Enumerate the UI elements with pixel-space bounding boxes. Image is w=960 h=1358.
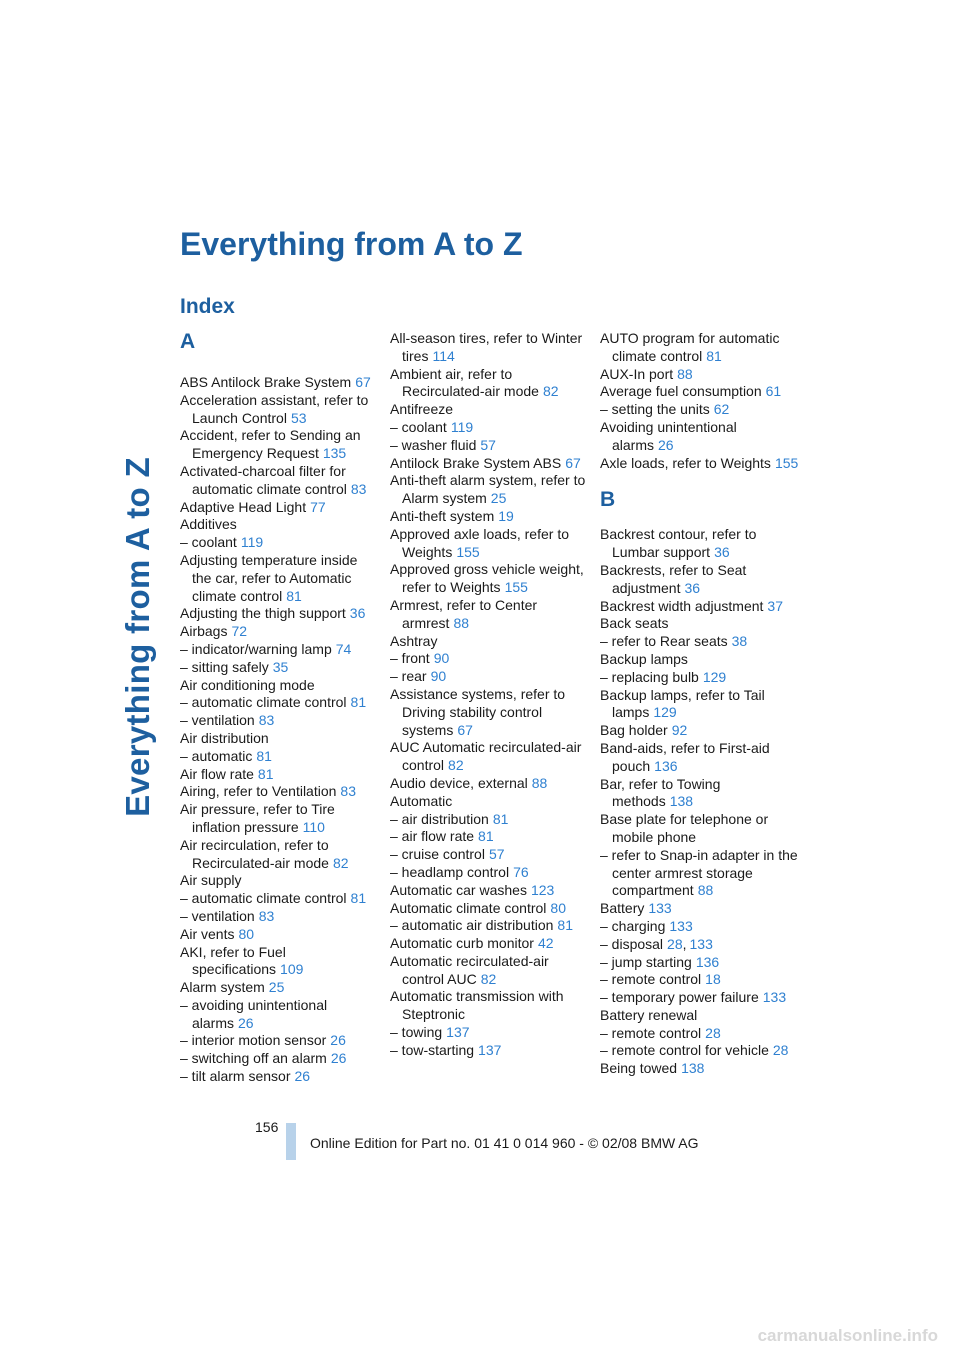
index-entry-text: Backrests, refer to Seat adjustment xyxy=(600,561,747,596)
index-entry xyxy=(390,561,590,597)
section-title: Index xyxy=(180,295,235,318)
index-entry xyxy=(390,828,590,846)
index-entry-text: Battery renewal xyxy=(600,1006,698,1023)
index-entry-text: AUC Automatic recirculated-air control xyxy=(390,739,582,774)
index-entry xyxy=(600,918,800,936)
page-ref-link[interactable]: 92 xyxy=(671,722,688,739)
page-ref-link[interactable]: 81 xyxy=(256,747,272,764)
page-ref-link[interactable]: 155 xyxy=(456,543,480,560)
index-entry-text: – coolant xyxy=(390,418,447,435)
page-ref-link[interactable]: 26 xyxy=(238,1014,254,1031)
page-ref-link[interactable]: 82 xyxy=(480,970,497,987)
index-entry xyxy=(390,650,590,668)
index-entry-text: ABS Antilock Brake System xyxy=(180,374,352,390)
index-entry-text: – rear xyxy=(390,668,427,685)
index-entry xyxy=(390,988,590,1024)
index-entry xyxy=(600,633,800,651)
page-ref-link[interactable]: 26 xyxy=(658,436,674,453)
page-ref-link[interactable]: 18 xyxy=(705,971,721,988)
index-entry xyxy=(390,455,590,473)
index-entry xyxy=(180,516,380,534)
page-ref-link[interactable]: 119 xyxy=(450,418,474,435)
index-entry xyxy=(180,783,380,801)
index-entry xyxy=(390,917,590,935)
page-ref-link[interactable]: 81 xyxy=(478,828,494,845)
page-ref-link[interactable]: 81 xyxy=(257,765,274,782)
index-entry-text: – washer fluid xyxy=(390,436,477,453)
index-entry xyxy=(390,900,590,918)
page-ref-link[interactable]: 28 xyxy=(772,1042,789,1059)
page-ref-link[interactable]: 88 xyxy=(697,882,714,899)
index-entry-text: Automatic car washes xyxy=(390,881,527,898)
page-ref-link[interactable]: 67 xyxy=(565,454,581,471)
page-ref-link[interactable]: 25 xyxy=(268,979,285,996)
index-entry xyxy=(180,534,380,552)
index-entry-text: – remote control for vehicle xyxy=(600,1042,769,1059)
index-entry-text: Antilock Brake System ABS xyxy=(390,454,562,471)
index-entry xyxy=(180,1032,380,1050)
index-entry-text: – temporary power failure xyxy=(600,989,759,1006)
index-entry-text: Airbags xyxy=(180,623,228,640)
page-ref-link[interactable]: 90 xyxy=(433,650,450,667)
index-entry-text: Avoiding unintentional alarms xyxy=(600,418,737,453)
index-entry xyxy=(180,997,380,1033)
page-ref-link[interactable]: 38 xyxy=(731,633,748,650)
index-entry-text: – refer to Rear seats xyxy=(600,633,728,650)
index-entry-text: Backup lamps, refer to Tail lamps xyxy=(600,686,765,721)
index-column-3 xyxy=(600,330,800,1078)
page-ref-link[interactable]: 137 xyxy=(446,1024,470,1041)
index-entry-text: – automatic climate control xyxy=(180,890,347,907)
index-entry xyxy=(600,776,800,812)
index-entry xyxy=(600,383,800,401)
index-entry xyxy=(600,936,800,954)
index-entry-text: Backrest width adjustment xyxy=(600,597,764,614)
index-entry xyxy=(600,722,800,740)
index-entry xyxy=(180,890,380,908)
index-entry xyxy=(180,677,380,695)
index-entry xyxy=(390,1042,590,1060)
index-entry-text: Air recirculation, refer to Recirculated-air mode xyxy=(180,836,329,871)
page-ref-link[interactable]: 82 xyxy=(448,757,464,774)
index-entry-text: – disposal xyxy=(600,935,664,952)
index-entry xyxy=(600,687,800,723)
index-entry xyxy=(390,739,590,775)
index-entry-text: Air distribution xyxy=(180,729,269,746)
index-entry xyxy=(600,366,800,384)
index-entry-text: Automatic curb monitor xyxy=(390,935,534,952)
footer-accent-bar xyxy=(286,1123,296,1160)
index-entry xyxy=(600,455,800,473)
page-ref-link[interactable]: 37 xyxy=(767,597,783,614)
index-entry xyxy=(600,669,800,687)
index-entry xyxy=(390,775,590,793)
index-entry xyxy=(390,668,590,686)
page-ref-link[interactable]: 135 xyxy=(322,445,347,462)
index-entry-text: – towing xyxy=(390,1024,443,1041)
index-entry-text: Average fuel consumption xyxy=(600,383,762,400)
side-chapter-title-text: Everything from A to Z xyxy=(119,457,156,817)
index-entry-text: Axle loads, refer to Weights xyxy=(600,454,771,471)
page-ref-link[interactable]: 81 xyxy=(286,587,302,604)
index-entry xyxy=(600,900,800,918)
index-entry xyxy=(180,926,380,944)
page-ref-link[interactable]: 114 xyxy=(432,347,455,364)
index-entry xyxy=(390,472,590,508)
page-ref-link[interactable]: 110 xyxy=(302,818,325,835)
page-ref-link[interactable]: 133 xyxy=(689,935,713,952)
index-entry xyxy=(600,811,800,847)
page-ref-link[interactable]: 61 xyxy=(765,383,782,400)
index-entry-text: Adjusting temperature inside the car, refer to Automatic climate control xyxy=(180,551,358,604)
index-entry-text: Airing, refer to Ventilation xyxy=(180,783,337,800)
page-ref-link[interactable]: 53 xyxy=(290,409,307,426)
index-entry-text: Bar, refer to Towing methods xyxy=(600,775,721,810)
index-entry-text: Anti-theft alarm system, refer to Alarm system xyxy=(390,472,586,507)
index-letter-heading: A xyxy=(180,330,196,353)
page-ref-link[interactable]: 123 xyxy=(530,881,555,898)
index-entry-text: Backup lamps xyxy=(600,650,688,667)
index-entry-text: – remote control xyxy=(600,1024,702,1041)
index-entry xyxy=(390,597,590,633)
index-entry xyxy=(180,712,380,730)
index-entry-text: – cruise control xyxy=(390,846,485,863)
page-ref-link[interactable]: 136 xyxy=(695,953,720,970)
index-entry xyxy=(180,908,380,926)
page-ref-link[interactable]: 36 xyxy=(684,579,701,596)
index-entry xyxy=(180,463,380,499)
page-ref-link[interactable]: 62 xyxy=(713,401,730,418)
index-entry xyxy=(600,1060,800,1078)
index-entry xyxy=(390,366,590,402)
index-entry-text: Audio device, external xyxy=(390,774,528,791)
index-entry-text: – indicator/warning lamp xyxy=(180,640,332,657)
page-ref-link[interactable]: 80 xyxy=(238,925,255,942)
index-entry xyxy=(600,651,800,669)
page-ref-link[interactable]: 82 xyxy=(332,854,349,871)
index-entry-text: Being towed xyxy=(600,1060,678,1077)
page-ref-link[interactable]: 133 xyxy=(762,989,787,1006)
index-entry xyxy=(600,615,800,633)
index-entry-text: Air pressure, refer to Tire inflation pressure xyxy=(180,801,335,835)
index-entry-text: – ventilation xyxy=(180,907,255,924)
page-ref-link[interactable]: 26 xyxy=(294,1068,311,1085)
page-ref-link[interactable]: 67 xyxy=(355,374,371,390)
index-entry-text: Back seats xyxy=(600,615,669,632)
page-ref-link[interactable]: 88 xyxy=(531,774,548,791)
index-entry xyxy=(390,811,590,829)
footer-edition-text: Online Edition for Part no. 01 41 0 014 960 - © 02/08 BMW AG xyxy=(310,1135,699,1151)
index-entry-text: Assistance systems, refer to Driving stability control systems xyxy=(390,685,566,738)
page-ref-link[interactable]: 28 xyxy=(705,1024,721,1041)
index-entry xyxy=(180,427,380,463)
index-entry-text: – front xyxy=(390,650,430,667)
index-entry-text: Alarm system xyxy=(180,979,265,996)
side-chapter-title xyxy=(118,232,158,1042)
page-ref-link[interactable]: 119 xyxy=(240,534,264,551)
index-entry-text: – jump starting xyxy=(600,953,692,970)
page-ref-link[interactable]: 88 xyxy=(677,365,693,382)
page-ref-link[interactable]: 83 xyxy=(340,783,356,800)
index-entry-text: – refer to Snap-in adapter in the center armrest storage compartment xyxy=(600,846,798,899)
index-entry xyxy=(390,846,590,864)
index-entry-text: Activated-charcoal filter for automatic climate control xyxy=(180,462,347,497)
index-entry-text: Antifreeze xyxy=(390,401,454,418)
index-entry-text: Anti-theft system xyxy=(390,507,495,524)
index-entry-text: – interior motion sensor xyxy=(180,1032,327,1049)
index-entry-text: – automatic air distribution xyxy=(390,917,554,934)
index-entry-text: Band-aids, refer to First-aid pouch xyxy=(600,739,770,774)
index-entry xyxy=(180,944,380,980)
page-ref-link[interactable]: 136 xyxy=(654,757,678,774)
page-ref-link[interactable]: 67 xyxy=(457,721,473,738)
index-entry xyxy=(600,526,800,562)
index-entry xyxy=(600,562,800,598)
page-ref-link[interactable]: 26 xyxy=(330,1032,346,1049)
index-entry-text: Additives xyxy=(180,516,237,533)
page-ref-link[interactable]: 36 xyxy=(349,605,366,622)
index-entry-text: Base plate for telephone or mobile phone xyxy=(600,811,769,845)
index-entry xyxy=(390,526,590,562)
index-entry xyxy=(600,954,800,972)
index-entry xyxy=(600,1007,800,1025)
page-ref-link[interactable]: 72 xyxy=(231,623,248,640)
index-entry-text: Air supply xyxy=(180,872,242,889)
index-entry-text: – sitting safely xyxy=(180,658,269,675)
index-entry xyxy=(600,1042,800,1060)
index-entry xyxy=(390,437,590,455)
index-entry-text: – tow-starting xyxy=(390,1041,475,1058)
index-entry xyxy=(390,793,590,811)
index-entry xyxy=(600,989,800,1007)
index-entry xyxy=(390,686,590,739)
index-entry xyxy=(180,605,380,623)
index-entry xyxy=(390,864,590,882)
page-ref-link[interactable]: 83 xyxy=(350,480,367,497)
index-entry-text: – setting the units xyxy=(600,401,710,418)
index-entry xyxy=(600,330,800,366)
index-entry-text: Ambient air, refer to Recirculated-air mode xyxy=(390,365,539,400)
page-ref-link[interactable]: 80 xyxy=(550,899,566,916)
index-entry xyxy=(600,401,800,419)
index-entry-text: Armrest, refer to Center armrest xyxy=(390,596,538,631)
index-column-2 xyxy=(390,330,590,1060)
index-entry-text: Automatic transmission with Steptronic xyxy=(390,988,564,1023)
index-entry xyxy=(180,1068,380,1086)
page-ref-link[interactable]: 83 xyxy=(258,907,275,924)
page-ref-link[interactable]: 81 xyxy=(706,347,722,364)
page-ref-link[interactable]: 109 xyxy=(280,961,304,978)
index-entry xyxy=(390,330,590,366)
index-entry xyxy=(180,694,380,712)
index-entry-text: – air flow rate xyxy=(390,828,475,845)
index-entry xyxy=(390,1024,590,1042)
index-entry-text: – ventilation xyxy=(180,712,255,729)
index-entry xyxy=(600,971,800,989)
page-ref-link[interactable]: 19 xyxy=(498,507,514,524)
index-entry xyxy=(390,401,590,419)
index-entry-text: – coolant xyxy=(180,534,237,551)
index-entry xyxy=(180,659,380,677)
page-ref-link[interactable]: 57 xyxy=(488,846,505,863)
page-ref-link[interactable]: 138 xyxy=(681,1060,705,1077)
index-column-1 xyxy=(180,330,380,1086)
index-entry xyxy=(390,633,590,651)
index-entry-text: Air vents xyxy=(180,925,235,942)
index-entry xyxy=(180,552,380,605)
index-entry-text: Approved gross vehicle weight, refer to Weights xyxy=(390,561,584,596)
page-title: Everything from A to Z xyxy=(180,226,523,262)
page-ref-link[interactable]: 26 xyxy=(330,1050,347,1067)
index-entry xyxy=(600,419,800,455)
page-ref-link[interactable]: 28 xyxy=(667,935,683,952)
index-entry-text: – headlamp control xyxy=(390,863,510,880)
index-entry xyxy=(180,641,380,659)
index-entry-text: Accident, refer to Sending an Emergency Request xyxy=(180,427,361,462)
index-entry xyxy=(390,508,590,526)
page-ref-link[interactable]: 129 xyxy=(653,704,677,721)
watermark-text: carmanualsonline.info xyxy=(757,1326,938,1345)
index-entry-text: – tilt alarm sensor xyxy=(180,1068,291,1085)
index-entry-text: – automatic xyxy=(180,747,253,764)
page-ref-link[interactable]: 138 xyxy=(669,793,694,810)
index-entry-text: All-season tires, refer to Winter tires xyxy=(390,330,583,364)
index-entry xyxy=(180,766,380,784)
index-entry-text: AUX-In port xyxy=(600,365,674,382)
index-entry xyxy=(180,374,380,392)
index-entry-text: Approved axle loads, refer to Weights xyxy=(390,525,569,560)
page-ref-link[interactable]: 133 xyxy=(648,900,672,917)
page-ref-link[interactable]: 90 xyxy=(430,668,447,685)
index-entry-text: Automatic xyxy=(390,792,453,809)
index-entry xyxy=(600,1025,800,1043)
index-entry xyxy=(180,872,380,890)
page-ref-link[interactable]: 36 xyxy=(714,544,730,561)
page-ref-link[interactable]: 137 xyxy=(478,1041,502,1058)
index-entry xyxy=(180,730,380,748)
index-entry-text: Adaptive Head Light xyxy=(180,498,307,515)
page-number: 156 xyxy=(255,1119,279,1135)
index-entry-text: Air flow rate xyxy=(180,765,254,782)
page-ref-link[interactable]: 83 xyxy=(258,712,275,729)
index-entry-text: – avoiding unintentional alarms xyxy=(180,996,328,1031)
index-entry-text: AUTO program for automatic climate control xyxy=(600,330,780,364)
index-entry-text: Automatic recirculated-air control AUC xyxy=(390,952,549,987)
page-ref-link[interactable]: 76 xyxy=(513,863,529,880)
index-entry-text: Bag holder xyxy=(600,722,668,739)
index-entry-text: – switching off an alarm xyxy=(180,1050,327,1067)
index-letter-heading: B xyxy=(600,488,616,512)
page-ref-link[interactable]: 82 xyxy=(542,383,559,400)
index-entry xyxy=(600,847,800,900)
index-entry xyxy=(390,953,590,989)
index-entry-text: AKI, refer to Fuel specifications xyxy=(180,943,286,978)
index-entry xyxy=(390,419,590,437)
index-entry-text: Battery xyxy=(600,900,645,917)
index-entry-text: – automatic climate control xyxy=(180,694,347,711)
index-entry xyxy=(180,748,380,766)
index-entry-text: Automatic climate control xyxy=(390,899,547,916)
page-ref-separator: , xyxy=(682,935,687,952)
index-entry xyxy=(180,837,380,873)
index-entry-text: – charging xyxy=(600,917,666,934)
page-ref-link[interactable]: 81 xyxy=(350,694,367,711)
page-ref-link[interactable]: 74 xyxy=(335,640,352,657)
index-entry-text: – replacing bulb xyxy=(600,668,699,685)
page-ref-link[interactable]: 133 xyxy=(669,917,693,934)
page-ref-link[interactable]: 81 xyxy=(557,917,573,934)
index-entry-text: Backrest contour, refer to Lumbar support xyxy=(600,526,757,561)
index-entry xyxy=(180,1050,380,1068)
page-ref-link[interactable]: 35 xyxy=(272,658,289,675)
index-entry xyxy=(600,740,800,776)
page-ref-link[interactable]: 88 xyxy=(453,614,470,631)
index-entry xyxy=(180,499,380,517)
index-entry-text: Adjusting the thigh support xyxy=(180,605,346,622)
index-entry xyxy=(180,392,380,428)
index-entry xyxy=(390,882,590,900)
page-ref-link[interactable]: 57 xyxy=(480,436,496,453)
index-entry xyxy=(180,801,380,837)
page-ref-link[interactable]: 155 xyxy=(774,454,799,471)
index-entry-text: – remote control xyxy=(600,971,702,988)
page-ref-link[interactable]: 42 xyxy=(537,935,554,952)
page-ref-link[interactable]: 25 xyxy=(490,490,507,507)
page-ref-link[interactable]: 129 xyxy=(702,668,727,685)
page-ref-link[interactable]: 81 xyxy=(492,810,509,827)
index-entry xyxy=(180,979,380,997)
index-entry-text: Ashtray xyxy=(390,632,438,649)
page-ref-link[interactable]: 77 xyxy=(310,498,326,515)
index-entry-text: – air distribution xyxy=(390,810,489,827)
index-entry xyxy=(390,935,590,953)
index-entry-text: Air conditioning mode xyxy=(180,676,315,693)
page-ref-link[interactable]: 155 xyxy=(504,579,528,596)
index-entry xyxy=(180,623,380,641)
index-entry-text: Acceleration assistant, refer to Launch Control xyxy=(180,391,369,426)
page-ref-link[interactable]: 81 xyxy=(350,890,367,907)
index-entry xyxy=(600,598,800,616)
